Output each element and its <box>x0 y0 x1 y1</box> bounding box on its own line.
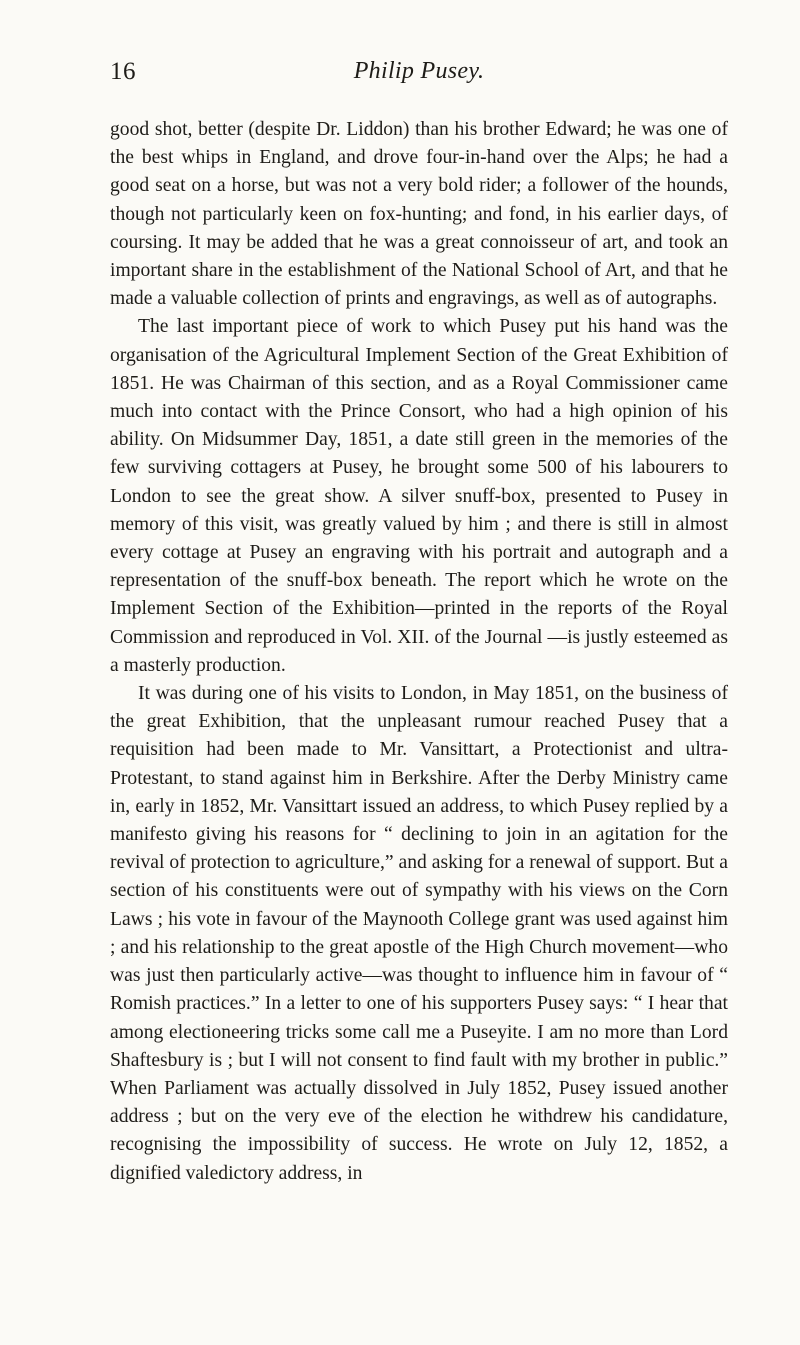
running-head <box>110 58 728 98</box>
body-text <box>110 116 728 1188</box>
page-number: 16 <box>110 58 136 85</box>
paragraph-great-exhibition: The last important piece of work to which Pusey put his hand was the organisation of the Agricultural Implement Section of the Great Exhibition of 1851. He was Chairman of this section, and as a Royal Commissioner came much into contact with the Prince Consort, who had a high opinion of his ability. On Midsummer Day, 1851, a date still green in the memories of the few surviving cottagers at Pusey, he brought some 500 of his labourers to London to see the great show. A silver snuff-box, presented to Pusey in memory of this visit, was greatly valued by him ; and there is still in almost every cottage at Pusey an engraving with his portrait and autograph and a representation of the snuff-box beneath. The report which he wrote on the Implement Section of the Exhibition—printed in the reports of the Royal Commission and reproduced in Vol. XII. of the Journal —is justly esteemed as a masterly production. <box>110 316 728 676</box>
running-title: Philip Pusey. <box>353 58 485 84</box>
paragraph-continued: good shot, better (despite Dr. Liddon) than his brother Edward; he was one of the best whips in England, and drove four-in-hand over the Alps; he had a good seat on a horse, but was not a very bold rider; a follower of the hounds, though not particularly keen on fox-hunting; and fond, in his earlier days, of coursing. It may be added that he was a great connoisseur of art, and took an important share in the establishment of the National School of Art, and that he made a valuable collection of prints and engravings, as well as of autographs. <box>110 119 728 310</box>
paragraph-election: It was during one of his visits to London, in May 1851, on the business of the great Exhibition, that the unpleasant rumour reached Pusey that a requisition had been made to Mr. Vansittart, a Protectionist and ultra-Protestant, to stand against him in Berkshire. After the Derby Ministry came in, early in 1852, Mr. Vansittart issued an address, to which Pusey replied by a manifesto giving his reasons for “ declining to join in an agitation for the revival of protection to agriculture,” and asking for a renewal of support. But a section of his constituents were out of sympathy with his views on the Corn Laws ; his vote in favour of the Maynooth College grant was used against him ; and his relationship to the great apostle of the High Church movement—who was just then particularly active—was thought to influence him in favour of “ Romish practices.” In a letter to one of his supporters Pusey says: “ I hear that among electioneering tricks some call me a Puseyite. I am no more than Lord Shaftesbury is ; but I will not consent to find fault with my brother in public.” When Parliament was actually dissolved in July 1852, Pusey issued another address ; but on the very eve of the election he withdrew his candidature, recognising the impossibility of success. He wrote on July 12, 1852, a dignified valedictory address, in <box>110 683 728 1184</box>
